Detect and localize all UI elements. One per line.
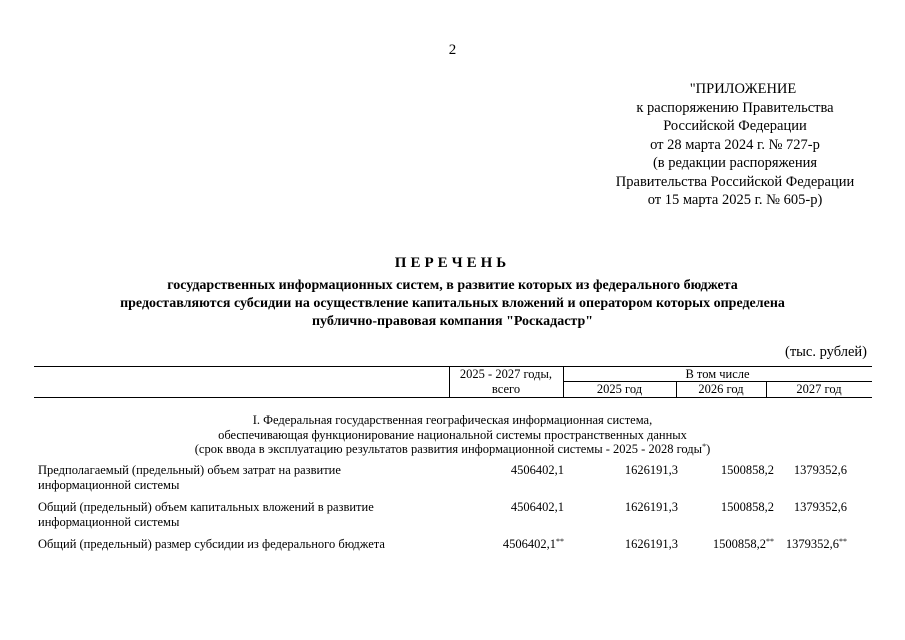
appendix-line: (в редакции распоряжения (652, 155, 818, 171)
footnote-mark: * (702, 442, 707, 451)
row-label: Общий (предельный) размер субсидии из федерального бюджета (38, 537, 385, 551)
cell-2027: 1379352,6 (793, 463, 847, 477)
document-subheading (0, 277, 905, 331)
appendix-line: от 15 марта 2025 г. № 605-р) (647, 192, 823, 208)
header-total-line1: 2025 - 2027 годы, (459, 367, 553, 381)
appendix-line: к распоряжению Правительства (636, 99, 834, 116)
header-total-line2: всего (491, 382, 521, 396)
row-label: Предполагаемый (предельный) объем затрат на развитие информационной системы (38, 463, 341, 492)
cell-2026: 1500858,2** (712, 537, 774, 551)
appendix-line: от 28 марта 2024 г. № 727-р (650, 136, 820, 153)
section-title-text-end: ) (706, 442, 711, 456)
cell-2026: 1500858,2 (720, 463, 774, 477)
section-title (0, 413, 905, 457)
page-number: 2 (448, 42, 457, 58)
cell-total: 4506402,1 (510, 463, 564, 477)
subheading-line: государственных информационных систем, в развитие которых из федерального бюджета (167, 278, 738, 293)
document-heading: ПЕРЕЧЕНЬ (394, 255, 511, 271)
cell-total: 4506402,1** (502, 537, 564, 551)
table-header-bottom-border (34, 397, 872, 398)
header-year-2026: 2026 год (698, 382, 744, 396)
cell-2025: 1626191,3 (624, 463, 678, 477)
cell-total: 4506402,1 (510, 500, 564, 514)
cell-2025: 1626191,3 (624, 500, 678, 514)
cell-2027: 1379352,6 (793, 500, 847, 514)
units-label: (тыс. рублей) (785, 344, 867, 360)
cell-2026: 1500858,2 (720, 500, 774, 514)
appendix-line: Правительства Российской Федерации (615, 173, 855, 190)
appendix-block (600, 80, 870, 210)
row-label: Общий (предельный) объем капитальных вложений в развитие информационной системы (38, 500, 374, 529)
section-title-line (0, 442, 905, 457)
appendix-line: "ПРИЛОЖЕНИЕ (689, 81, 797, 97)
header-year-2025: 2025 год (596, 382, 643, 396)
section-title-text: (срок ввода в эксплуатацию результатов развития информационной системы - 2025 - 2028 годы (194, 442, 703, 456)
cell-2027: 1379352,6** (785, 537, 847, 551)
cell-2025: 1626191,3 (624, 537, 678, 551)
header-including: В том числе (685, 367, 750, 381)
subheading-line: предоставляются субсидии на осуществление капитальных вложений и оператором которых определена (120, 296, 785, 311)
subheading-line: публично-правовая компания "Роскадастр" (311, 314, 594, 329)
section-title-line: I. Федеральная государственная географическая информационная система, (252, 413, 653, 427)
section-title-line: обеспечивающая функционирование национальной системы пространственных данных (218, 427, 687, 442)
appendix-line: Российской Федерации (663, 118, 807, 134)
header-year-2027: 2027 год (796, 382, 842, 396)
